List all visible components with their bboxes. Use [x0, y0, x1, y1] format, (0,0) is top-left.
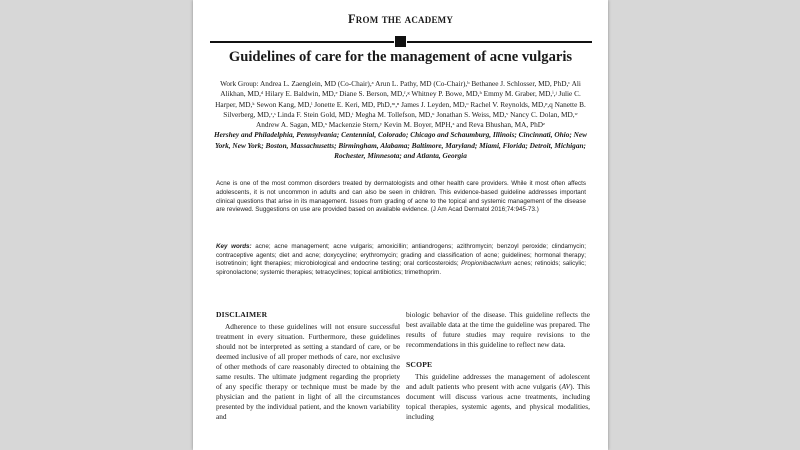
- scope-heading: SCOPE: [406, 359, 433, 369]
- scope-text-2: ). This document will discuss various acne treatments, including topical therapies, systemic agents, and physical modalities, including: [406, 381, 590, 421]
- author-locations: Hershey and Philadelphia, Pennsylvania; Centennial, Colorado; Chicago and Schaumburg, Illinois; Cincinnati, Ohio; New York, New York; Boston, Massachusetts; Birmingham, Alabama; Baltimore, Maryland; Miami, Florida; Detroit, Michigan; Rochester, Minnesota; and Atlanta, Georgia: [213, 130, 587, 160]
- column-left: [216, 310, 400, 421]
- scope-abbrev: AV: [561, 381, 571, 391]
- scope-paragraph: [406, 372, 590, 422]
- document-page: [193, 0, 608, 450]
- disclaimer-paragraph: Adherence to these guidelines will not ensure successful treatment in every situation. Furthermore, these guidelines should not be interpreted as setting a standard of care, or be deemed inclusive of all proper methods of care, nor exclusive of other methods of care reasonably directed to obtaining the same results. The ultimate judgment regarding the propriety of any specific therapy or technique must be made by the physician and the patient in light of all the circumstances presented by the individual patient, and the known variability and: [216, 321, 400, 421]
- keywords-text: acne; acne management; acne vulgaris; amoxicillin; antiandrogens; azithromycin; benzoyl peroxide; clindamycin; contraceptive agents; diet and acne; doxycycline; erythromycin; grading and classification of acne; guidelines; hormonal therapy; isotretinoin; light therapies; microbiological and endocrine testing; oral corticosteroids;: [216, 243, 586, 268]
- scope-text-1: This guideline addresses the management of adolescent and adult patients who present with acne vulgaris (: [406, 371, 590, 391]
- disclaimer-continued: biologic behavior of the disease. This guideline reflects the best available data at the time the guideline was prepared. The results of future studies may require revisions to the recommendations in this guideline to reflect new data.: [406, 310, 590, 349]
- header-rule-left: [210, 41, 394, 43]
- header-square: [395, 36, 406, 47]
- article-title: Guidelines of care for the management of acne vulgaris: [228, 49, 573, 65]
- column-right: [406, 310, 590, 422]
- header-rule-right: [407, 41, 592, 43]
- disclaimer-heading: DISCLAIMER: [216, 310, 268, 319]
- section-label: From the academy: [347, 12, 454, 26]
- keywords-italic: Propionibacterium: [461, 260, 512, 268]
- author-block: [213, 79, 588, 161]
- abstract: Acne is one of the most common disorders treated by dermatologists and other health care providers. While it most often affects adolescents, it is not uncommon in adults and can also be seen in children. This evidence-based guideline addresses important clinical questions that arise in its management. Issues from grading of acne to the topical and systemic management of the disease are reviewed. Suggestions on use are provided based on available evidence. (J Am Acad Dermatol 2016;74:945-73.): [216, 180, 586, 214]
- keywords: [216, 243, 586, 278]
- keywords-label: Key words:: [216, 243, 252, 250]
- author-list: Work Group: Andrea L. Zaenglein, MD (Co-Chair),ᵃ Arun L. Pathy, MD (Co-Chair),ᵇ Bethanee J. Schlosser, MD, PhD,ᶜ Ali Alikhan, MD,ᵈ Hilary E. Baldwin, MD,ᵉ Diane S. Berson, MD,ᶠ,ᵍ Whitney P. Bowe, MD,ʰ Emmy M. Graber, MD,ⁱ,ʲ Julie C. Harper, MD,ᵏ Sewon Kang, MD,ˡ Jonette E. Keri, MD, PhD,ᵐ,ⁿ James J. Leyden, MD,ᵒ Rachel V. Reynolds, MD,ᵖ,q Nanette B. Silverberg, MD,ʳ,ˢ Linda F. Stein Gold, MD,ᵗ Megha M. Tollefson, MD,ᵘ Jonathan S. Weiss, MD,ᵛ Nancy C. Dolan, MD,ʷ Andrew A. Sagan, MD,ˣ Mackenzie Stern,ʸ Kevin M. Boyer, MPH,ᶻ and Reva Bhushan, MA, PhDᶻ: [215, 79, 586, 129]
- keywords-tail: acnes; retinoids; salicylic; spironolactone; systemic therapies; tetracyclines; topical antibiotics; trimethoprim.: [216, 260, 586, 277]
